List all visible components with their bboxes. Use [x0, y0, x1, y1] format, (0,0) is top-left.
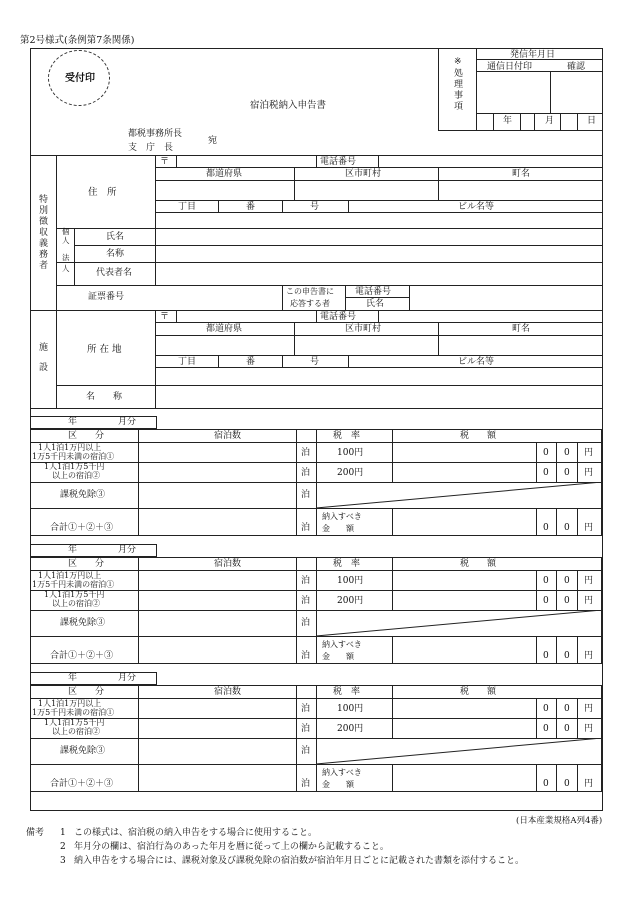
period-3-row3-label: 課税免除③: [60, 746, 106, 756]
addressee-suffix: 宛: [208, 136, 218, 146]
taxpayer-address-label: 住 所: [88, 187, 117, 198]
period-3-row1-rate: 100円: [337, 704, 364, 714]
proc-year: 年: [503, 116, 513, 126]
date-issued-label: 発信年月日: [510, 50, 556, 60]
period-2-row3-haku: 泊: [301, 618, 311, 628]
note-2-no: 2: [60, 842, 66, 852]
period-3-row2-haku: 泊: [301, 724, 311, 734]
period-2-row4-zero-b: 0: [564, 651, 570, 661]
period-2-row2-line1: 1人1泊1万5千円: [44, 590, 105, 599]
period-2-row2-zero-b: 0: [564, 596, 570, 606]
proc-month: 月: [545, 116, 555, 126]
taxpayer-ban: 番: [246, 202, 256, 212]
period-2-row2-line2: 以上の宿泊②: [52, 599, 100, 608]
period-2-col-rate: 税 率: [333, 559, 361, 569]
period-1-row1-line2: 1万5千円未満の宿泊①: [32, 452, 115, 461]
taxpayer-side-1: 特: [39, 195, 49, 205]
individual-label-2: 人: [62, 236, 70, 245]
facility-building: ビル名等: [458, 357, 495, 367]
date-stamp-label: 通信日付印: [487, 62, 533, 72]
facility-city: 区市町村: [345, 324, 382, 334]
taxpayer-city: 区市町村: [345, 169, 382, 179]
period-3-row1-line1: 1人1泊1万円以上: [38, 699, 102, 708]
taxpayer-chome: 丁目: [178, 202, 197, 212]
period-3-row1-zero-b: 0: [564, 704, 570, 714]
confirm-label: 確認: [567, 62, 586, 72]
period-2-row4-zero-a: 0: [543, 651, 549, 661]
period-1-row4-zero-a: 0: [543, 523, 549, 533]
period-3-col-category: 区 分: [68, 687, 105, 697]
period-3-pay-line1: 納入すべき: [322, 768, 362, 777]
contact-name-label: 氏名: [366, 299, 385, 309]
period-1-row4-label: 合計①＋②＋③: [50, 523, 114, 533]
period-2-exempt-slash: [316, 610, 602, 636]
period-1-row4-yen: 円: [584, 523, 594, 533]
contact-phone-label: 電話番号: [355, 287, 392, 297]
period-2-col-nights: 宿泊数: [214, 559, 242, 569]
period-2-row1-zero-a: 0: [543, 576, 549, 586]
period-2-row1-rate: 100円: [337, 576, 364, 586]
taxpayer-side-7: 者: [39, 261, 49, 271]
notes-label: 備考: [26, 828, 45, 838]
period-3-row4-zero-a: 0: [543, 779, 549, 789]
facility-postal: 〒: [160, 312, 170, 322]
period-1-row3-haku: 泊: [301, 490, 311, 500]
paper-standard: (日本産業規格A列4番): [516, 816, 603, 826]
period-1-exempt-slash: [316, 482, 602, 508]
facility-ban: 番: [246, 357, 256, 367]
period-3-col-nights: 宿泊数: [214, 687, 242, 697]
form-title: 宿泊税納入申告書: [250, 100, 327, 111]
period-3-row3-haku: 泊: [301, 746, 311, 756]
form-number: 第2号様式(条例第7条関係): [20, 35, 135, 46]
period-2-row2-yen: 円: [584, 596, 594, 606]
period-3-col-tax: 税 額: [460, 687, 497, 697]
taxpayer-prefecture: 都道府県: [206, 169, 243, 179]
period-3-row1-zero-a: 0: [543, 704, 549, 714]
proc-day: 日: [587, 116, 597, 126]
facility-side-1: 施: [39, 343, 49, 353]
addressee-line2: 支 庁 長: [128, 143, 174, 153]
period-1-row2-zero-b: 0: [564, 468, 570, 478]
period-1-col-rate: 税 率: [333, 431, 361, 441]
period-3-row2-line1: 1人1泊1万5千円: [44, 718, 105, 727]
individual-label-1: 個: [62, 227, 70, 236]
period-3-row4-yen: 円: [584, 779, 594, 789]
facility-chome: 丁目: [178, 357, 197, 367]
period-1-col-category: 区 分: [68, 431, 105, 441]
proc-mark: ※: [454, 57, 462, 67]
period-1-row3-label: 課税免除③: [60, 490, 106, 500]
ticket-number-label: 証票番号: [88, 292, 125, 302]
representative-label: 代表者名: [96, 268, 133, 278]
period-2-row1-haku: 泊: [301, 576, 311, 586]
period-3-row1-line2: 1万5千円未満の宿泊①: [32, 708, 115, 717]
period-3-row2-zero-b: 0: [564, 724, 570, 734]
contact-label-2: 応答する者: [290, 299, 330, 308]
proc-label-3: 事: [454, 91, 464, 101]
period-2-col-category: 区 分: [68, 559, 105, 569]
corporation-label-2: 人: [62, 264, 70, 273]
period-2-year-label: 年: [68, 545, 78, 555]
period-2-row1-zero-b: 0: [564, 576, 570, 586]
period-1-col-tax: 税 額: [460, 431, 497, 441]
taxpayer-side-2: 別: [39, 206, 49, 216]
taxpayer-town: 町名: [512, 169, 531, 179]
period-3-row1-haku: 泊: [301, 704, 311, 714]
period-2-row2-zero-a: 0: [543, 596, 549, 606]
note-1-no: 1: [60, 828, 66, 838]
facility-phone-label: 電話番号: [320, 312, 357, 322]
period-3-row2-rate: 200円: [337, 724, 364, 734]
period-1-row2-rate: 200円: [337, 468, 364, 478]
period-1-row4-zero-b: 0: [564, 523, 570, 533]
proc-label-1: 処: [454, 69, 464, 79]
taxpayer-postal: 〒: [160, 157, 170, 167]
period-3-row4-haku: 泊: [301, 779, 311, 789]
period-3-row1-yen: 円: [584, 704, 594, 714]
period-3-year-label: 年: [68, 673, 78, 683]
facility-side-2: 設: [39, 363, 49, 373]
period-1-row1-rate: 100円: [337, 448, 364, 458]
taxpayer-side-5: 義: [39, 239, 49, 249]
taxpayer-phone-label: 電話番号: [320, 157, 357, 167]
period-1-month-label: 月分: [118, 417, 137, 427]
taxpayer-name-label: 氏名: [106, 232, 125, 242]
period-2-row1-yen: 円: [584, 576, 594, 586]
note-3-text: 納入申告をする場合には、課税対象及び課税免除の宿泊数が宿泊年月日ごとに記載された書類を添付すること。: [74, 856, 525, 866]
period-3-row4-zero-b: 0: [564, 779, 570, 789]
period-1-row2-haku: 泊: [301, 468, 311, 478]
corporation-label-1: 法: [62, 253, 70, 262]
period-1-row2-line2: 以上の宿泊②: [52, 471, 100, 480]
facility-go: 号: [310, 357, 320, 367]
proc-label-2: 理: [454, 80, 464, 90]
period-1-row4-haku: 泊: [301, 523, 311, 533]
facility-name-label: 名 称: [86, 392, 123, 402]
contact-label-1: この申告書に: [286, 287, 334, 296]
period-1-pay-line2: 金 額: [322, 524, 354, 533]
taxpayer-side-3: 徴: [39, 217, 49, 227]
period-2-row4-haku: 泊: [301, 651, 311, 661]
facility-town: 町名: [512, 324, 531, 334]
period-2-row4-label: 合計①＋②＋③: [50, 651, 114, 661]
period-1-row1-zero-b: 0: [564, 448, 570, 458]
period-2-pay-line1: 納入すべき: [322, 640, 362, 649]
period-2-row2-haku: 泊: [301, 596, 311, 606]
taxpayer-building: ビル名等: [458, 202, 495, 212]
period-1-col-nights: 宿泊数: [214, 431, 242, 441]
corp-name-label: 名称: [106, 249, 125, 259]
period-1-row1-haku: 泊: [301, 448, 311, 458]
period-1-row2-zero-a: 0: [543, 468, 549, 478]
note-1-text: この様式は、宿泊税の納入申告をする場合に使用すること。: [74, 828, 318, 838]
period-2-row1-line2: 1万5千円未満の宿泊①: [32, 580, 115, 589]
period-1-row2-yen: 円: [584, 468, 594, 478]
proc-label-4: 項: [454, 102, 464, 112]
period-3-row4-label: 合計①＋②＋③: [50, 779, 114, 789]
note-3-no: 3: [60, 856, 66, 866]
period-1-pay-line1: 納入すべき: [322, 512, 362, 521]
period-3-pay-line2: 金 額: [322, 780, 354, 789]
facility-location-label: 所 在 地: [87, 344, 122, 355]
note-2-text: 年月分の欄は、宿泊行為のあった年月を暦に従って上の欄から記載すること。: [74, 842, 389, 852]
period-1-row1-zero-a: 0: [543, 448, 549, 458]
period-1-row2-line1: 1人1泊1万5千円: [44, 462, 105, 471]
taxpayer-go: 号: [310, 202, 320, 212]
period-2-row3-label: 課税免除③: [60, 618, 106, 628]
period-2-row2-rate: 200円: [337, 596, 364, 606]
period-2-col-tax: 税 額: [460, 559, 497, 569]
period-2-month-label: 月分: [118, 545, 137, 555]
period-1-row1-yen: 円: [584, 448, 594, 458]
period-3-row2-line2: 以上の宿泊②: [52, 727, 100, 736]
period-3-col-rate: 税 率: [333, 687, 361, 697]
addressee-line1: 都税事務所長: [128, 129, 183, 139]
period-2-row1-line1: 1人1泊1万円以上: [38, 571, 102, 580]
period-1-row1-line1: 1人1泊1万円以上: [38, 443, 102, 452]
period-3-month-label: 月分: [118, 673, 137, 683]
taxpayer-side-4: 収: [39, 228, 49, 238]
period-3-exempt-slash: [316, 738, 602, 764]
taxpayer-side-6: 務: [39, 250, 49, 260]
period-1-year-label: 年: [68, 417, 78, 427]
period-3-row2-yen: 円: [584, 724, 594, 734]
facility-prefecture: 都道府県: [206, 324, 243, 334]
period-2-row4-yen: 円: [584, 651, 594, 661]
reception-seal-label: 受付印: [65, 73, 95, 84]
period-3-row2-zero-a: 0: [543, 724, 549, 734]
period-2-pay-line2: 金 額: [322, 652, 354, 661]
